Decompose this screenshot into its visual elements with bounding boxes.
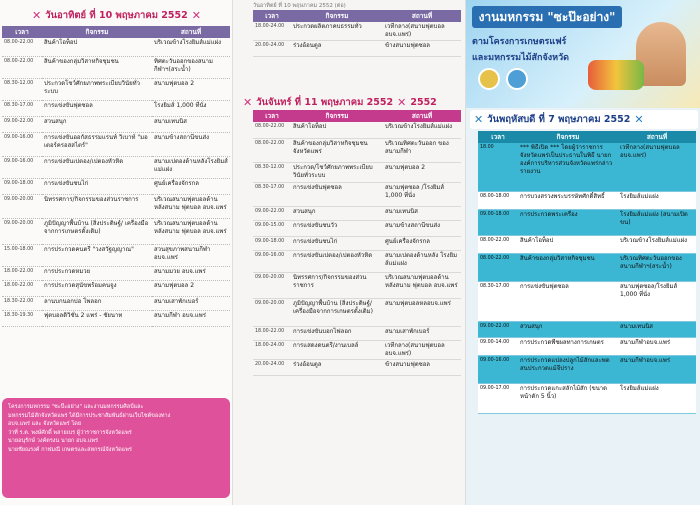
table-row <box>2 116 230 132</box>
row-time: 18.00 <box>478 143 518 191</box>
day-title: วันอาทิตย์ ที่ 10 พฤษภาคม 2552 <box>45 10 188 21</box>
day-year: 2552 <box>410 97 437 108</box>
row-place: เวทีกลาง(สนามฟุตบอล อบจ.แพร่) <box>383 22 461 41</box>
banner-title: งานมหกรรม "ซะป๊ะอย่าง" <box>472 6 622 28</box>
banner-subtitle: ตามโครงการเกษตรแฟร์ <box>472 37 567 47</box>
table-row <box>253 250 461 272</box>
row-place: สนามเสาพักเบอร์ <box>152 296 230 310</box>
row-time: 09.00-17.00 <box>478 383 518 413</box>
row-activity: ภูมิปัญญาพื้นบ้าน (สิ่งประดิษฐ์/ เครื่องมือจากการเกษตรดั้งเดิม) <box>291 298 383 326</box>
row-activity: การประกวดแกะสลักไม้สัก (ขนาดหน้าตัก 5 นิ้ว) <box>518 383 618 413</box>
table-row <box>2 310 230 326</box>
table-row <box>253 326 461 340</box>
row-time: 08.00-18.00 <box>478 191 518 209</box>
row-place: สนามฟุตซอล/โรงยิมส์ 1,000 ที่นั่ง <box>618 281 696 321</box>
row-place: สนามข้างสถานีขนส่ง <box>383 220 461 236</box>
row-place: สนามมวย อบจ.แพร่ <box>152 266 230 280</box>
row-activity: การแสดงดนตรี/งานเบลล์ <box>291 340 383 359</box>
row-time: 20.00-24.00 <box>253 41 291 57</box>
row-time: 09.00-14.00 <box>478 337 518 355</box>
province-emblem-icon <box>478 68 500 90</box>
row-time: 18.00-24.00 <box>253 340 291 359</box>
row-time: 18.00-22.00 <box>2 280 42 296</box>
row-place: โรงยิมส์แม่แฝง <box>618 191 696 209</box>
day-title: วันจันทร์ ที่ 11 พฤษภาคม 2552 <box>256 97 394 108</box>
row-time: 08.00-22.00 <box>253 122 291 138</box>
table-header <box>253 110 461 122</box>
row-activity: การแข่งขันฟุตซอล <box>518 281 618 321</box>
header-place: สถานที่ <box>411 12 433 20</box>
row-place: ศูนย์เครื่องจักรกล <box>383 236 461 250</box>
row-activity: สวนสนุก <box>291 206 383 220</box>
note-line: ว่าที่ ร.ต. พงษ์ศักดิ์ พลายเบร ผู้ว่าราชการจังหวัดแพร่ <box>8 429 132 436</box>
row-place: สนามเสาพักเบอร์ <box>383 326 461 340</box>
table-row <box>2 38 230 56</box>
banner-subtitle: และมหกรรมไม้สักจังหวัด <box>472 53 569 63</box>
row-place: สนามเทนนิส <box>383 206 461 220</box>
table-row <box>2 132 230 156</box>
header-activity: กิจกรรม <box>325 112 349 120</box>
day-header-monday <box>243 95 437 110</box>
row-place: โรงยิมส์แม่แฝง <box>618 383 696 413</box>
row-place: ศูนย์เครื่องจักรกล <box>152 178 230 194</box>
row-place: เวทีกลาง(สนามฟุตบอล อบจ.แพร่) <box>383 340 461 359</box>
row-activity: นิทรรศการ/กิจกรรมของส่วนราชการ <box>42 194 152 218</box>
header-place: สถานที่ <box>618 131 696 143</box>
table-header <box>253 10 461 22</box>
table-row <box>253 22 461 41</box>
panel-monday <box>232 0 465 505</box>
row-activity: การประกวดแปลงปลูกไม้สักและพดสนประกวดแม้จีปราง <box>518 355 618 383</box>
header-activity: กิจกรรม <box>85 28 109 36</box>
row-activity: การแข่งขันชนวัว <box>291 220 383 236</box>
table-row <box>2 266 230 280</box>
row-time: 08.00-22.00 <box>2 56 42 78</box>
row-time: 09.00-22.00 <box>478 321 518 337</box>
row-activity: ประกวด/โชว์ศักยภาพพระเบียบวินัยทั่วระบบ <box>291 162 383 182</box>
row-activity: การแข่งขันเปตอง/เปตองหัวหิด <box>42 156 152 178</box>
table-row <box>2 156 230 178</box>
row-activity: สินค้าโอท็อป <box>42 38 152 56</box>
row-activity: สินค้าโอท็อป <box>291 122 383 138</box>
row-time: 18.00-24.00 <box>253 22 291 41</box>
organization-emblem-icon <box>506 68 528 90</box>
row-time: 08.30-17.00 <box>478 281 518 321</box>
row-place: บริเวณทิศตะวันออกของสนามกีฬาฯ(สระน้ำ) <box>618 253 696 281</box>
row-activity: ร่วงอ้อนตูล <box>291 41 383 57</box>
table-header <box>2 26 230 38</box>
row-activity: ฟุตบอลดิวิชั่น 2 แพร่ - ชัยนาท <box>42 310 152 326</box>
row-activity: การแข่งขันชนไก่ <box>291 236 383 250</box>
row-activity: สินค้าของกลุ่มวิสาหกิจชุมชน <box>518 253 618 281</box>
schedule-table-monday <box>253 110 461 376</box>
row-place: ทิศตะวันออกของสนามกีฬาฯ(สระน้ำ) <box>152 56 230 78</box>
row-activity: การประกวดหมวย <box>42 266 152 280</box>
table-header <box>478 131 696 143</box>
row-activity: นิทรรศการ/กิจกรรมของส่วนราชการ <box>291 272 383 298</box>
row-time: 18.30-19.30 <box>2 310 42 326</box>
row-place: สนามฟุตบอล 2 <box>152 280 230 296</box>
row-time: 08.00-22.00 <box>478 253 518 281</box>
row-activity: สวนสนุก <box>42 116 152 132</box>
row-time: 08.00-22.00 <box>2 38 42 56</box>
row-place: บริเวณสนามฟุตบอลด้านหลังสนาม ฟุตบอล อบจ.แพร่ <box>383 272 461 298</box>
info-note-box <box>2 398 230 498</box>
table-row <box>253 220 461 236</box>
table-row <box>253 340 461 359</box>
row-place: สนามเทนนิส <box>618 321 696 337</box>
row-activity: ประกวดผลิตภาคบธรรมทั่ว <box>291 22 383 41</box>
row-time: 20.00-24.00 <box>253 359 291 375</box>
day-title: วันพฤหัสบดี ที่ 7 พฤษภาคม 2552 <box>487 114 631 125</box>
row-activity: การแข่งขันบอกไฟลอก <box>291 326 383 340</box>
header-place: สถานที่ <box>180 28 202 36</box>
table-row <box>253 236 461 250</box>
header-activity: กิจกรรม <box>325 12 349 20</box>
row-time: 09.00-20.00 <box>253 298 291 326</box>
table-row <box>2 244 230 266</box>
row-activity: การบวงสรวงพระบรรษัทศักดิ์สิทธิ์ <box>518 191 618 209</box>
row-time: 08.30-12.00 <box>2 78 42 100</box>
row-place: สวนสุขภาพสนามกีฬา อบจ.แพร่ <box>152 244 230 266</box>
note-line: นายชัยณรงค์ กาฬมณี เกษตรและสหกรณ์จังหวัดแพร่ <box>8 446 132 453</box>
row-activity: ลานบกนอกบ่อ โพลอก <box>42 296 152 310</box>
row-activity: สินค้าโอท็อป <box>518 235 618 253</box>
row-time: 18.30-22.00 <box>2 296 42 310</box>
ribbon-bow-icon: ✕ <box>243 96 253 109</box>
row-time: 15.00-18.00 <box>2 244 42 266</box>
row-time: 08.00-22.00 <box>478 235 518 253</box>
table-row <box>253 162 461 182</box>
header-time: เวลา <box>15 28 29 36</box>
row-place: บริเวณข้างโรงยิมส์แม่แฝง <box>152 38 230 56</box>
row-activity: ประกวดโชว์ศักยภาพพระเบียบวินัยทั่วระบบ <box>42 78 152 100</box>
row-place: สนามเทนนิส <box>152 116 230 132</box>
table-row <box>478 235 696 253</box>
row-place: สนามกีฬาอบจ.แพร่ <box>618 355 696 383</box>
row-time: 08.30-17.00 <box>253 182 291 206</box>
ribbon-bow-icon: ✕ <box>32 9 42 22</box>
row-time: 08.00-22.00 <box>253 138 291 162</box>
row-activity: การประกวดคนตรี "วงสวัฐญญาณ" <box>42 244 152 266</box>
row-time: 09.00-16.00 <box>2 132 42 156</box>
note-line: นายอนุรักษ์ วงค์ตรงน นายก อบจ.แพร่ <box>8 438 99 444</box>
row-place: สนามฟุตบอล 2 <box>152 78 230 100</box>
row-activity: การประกวดพระเครื่อง <box>518 209 618 235</box>
table-row <box>253 298 461 326</box>
row-place: บริเวณข้างโรงยิมส์แม่แฝง <box>383 122 461 138</box>
header-activity: กิจกรรม <box>518 131 618 143</box>
row-place: สนามเปตองด้านหลัง โรงยิมส์แม่แฝง <box>383 250 461 272</box>
row-activity: สินค้าของกลุ่มวิสาหกิจชุมชน จังหวัดแพร่ <box>291 138 383 162</box>
row-place: สนามฟุตซอล /โรงยิมส์ 1,000 ที่นั่ง <box>383 182 461 206</box>
ribbon-bow-icon: ✕ <box>397 96 407 109</box>
row-time: 08.30-12.00 <box>253 162 291 182</box>
row-place: สนามเปตองด้านหลังโรงยิมส์แม่แฝง <box>152 156 230 178</box>
table-row <box>253 182 461 206</box>
row-activity: การแข่งขันฟุตซอล <box>291 182 383 206</box>
table-row <box>2 296 230 310</box>
panel-thursday <box>465 0 700 505</box>
row-time: 09.00-16.00 <box>253 250 291 272</box>
schedule-table-sunday <box>2 26 230 327</box>
row-time: 09.00-16.00 <box>478 355 518 383</box>
row-time: 09.00-16.00 <box>2 156 42 178</box>
row-activity: ภูมิปัญญาพื้นบ้าน (สิ่งประดิษฐ์/ เครื่องมือจากการเกษตรดั้งเดิม) <box>42 218 152 244</box>
table-row <box>478 143 696 191</box>
event-banner <box>466 0 700 108</box>
row-activity: การแข่งขันฟุตซอล <box>42 100 152 116</box>
table-row <box>253 41 461 57</box>
row-activity: การประกวดสุนัขพร้อมคนจูง <box>42 280 152 296</box>
row-place: สนามข้างสถานีขนส่ง <box>152 132 230 156</box>
table-row <box>253 359 461 375</box>
row-time: 09.00-20.00 <box>2 218 42 244</box>
row-time: 09.00-18.00 <box>478 209 518 235</box>
row-activity: สวนสนุก <box>518 321 618 337</box>
row-time: 08.30-17.00 <box>2 100 42 116</box>
table-row <box>478 281 696 321</box>
row-activity: การแข่งขันชนไก่ <box>42 178 152 194</box>
row-place: ข้างสนามฟุตซอล <box>383 359 461 375</box>
row-place: สนามฟุตบอล 2 <box>383 162 461 182</box>
day-header-sunday <box>32 8 201 23</box>
note-line: อบจ.แพร่ และ จังหวัดแพร่ โดย <box>8 421 82 427</box>
row-time: 09.00-18.00 <box>2 178 42 194</box>
row-time: 09.00-22.00 <box>253 206 291 220</box>
row-time: 09.00-18.00 <box>253 236 291 250</box>
ribbon-bow-icon: ✕ <box>474 113 484 126</box>
produce-image <box>588 60 644 90</box>
schedule-table-sunday-cont <box>253 10 461 57</box>
table-row <box>478 321 696 337</box>
row-place: สนามกีฬา อบจ.แพร่ <box>152 310 230 326</box>
schedule-table-thursday <box>478 131 696 414</box>
row-place: สนามฟุตบอลหลอบจ.แพร่ <box>383 298 461 326</box>
table-row <box>253 206 461 220</box>
header-time: เวลา <box>478 131 518 143</box>
row-place: โรงยิมส์ 1,000 ที่นั่ง <box>152 100 230 116</box>
row-time: 18.00-22.00 <box>2 266 42 280</box>
row-place: บริเวณข้างโรงยิมส์แม่แฝง <box>618 235 696 253</box>
table-row <box>253 138 461 162</box>
panel-sunday <box>0 0 232 505</box>
row-time: 09.00-20.00 <box>2 194 42 218</box>
table-row <box>2 280 230 296</box>
row-time: 09.00-22.00 <box>2 116 42 132</box>
table-row <box>478 337 696 355</box>
table-row <box>478 355 696 383</box>
table-row <box>2 218 230 244</box>
header-time: เวลา <box>265 12 279 20</box>
ribbon-bow-icon: ✕ <box>634 113 644 126</box>
table-row <box>253 272 461 298</box>
note-line: มหกรรมไม้สักจังหวัดแพร่ ได้มีการประชาสัมพันธ์ผ่านเว็บไซต์ของทาง <box>8 412 171 419</box>
ribbon-bow-icon: ✕ <box>191 9 201 22</box>
row-place: เวทีกลาง(สนามฟุตบอล อบจ.แพร่) <box>618 143 696 191</box>
table-row <box>478 383 696 413</box>
table-row <box>2 100 230 116</box>
row-place: สนามกีฬาอบจ.แพร่ <box>618 337 696 355</box>
table-row <box>478 209 696 235</box>
row-activity: *** พิธีเปิด *** โดยผู้ว่าราชการจังหวัดแพร่เป็นประธานในพิธี นายกองค์การบริหารส่วนจังหวัดแพร่กล่าวรายงาน <box>518 143 618 191</box>
row-place: ข้างสนามฟุตซอล <box>383 41 461 57</box>
row-place: บริเวณสนามฟุตบอลด้านหลังสนาม ฟุตบอล อบจ.แพร่ <box>152 194 230 218</box>
table-row <box>478 253 696 281</box>
table-row <box>2 194 230 218</box>
row-time: 18.00-22.00 <box>253 326 291 340</box>
row-activity: การแข่งขันออกัสธรรมแรนท์ วิเบาท์ "มอเตอร์ครอสสไตร์" <box>42 132 152 156</box>
row-activity: ร่วงอ้อนตูล <box>291 359 383 375</box>
table-row <box>253 122 461 138</box>
note-line: โครงการมหกรรม "ซะป๊ะอย่าง" และงานมหกรรมศิลป์และ <box>8 404 144 410</box>
table-row <box>2 78 230 100</box>
table-row <box>2 56 230 78</box>
row-activity: การประกวดพืชผลทางการเกษตร <box>518 337 618 355</box>
row-activity: สินค้าของกลุ่มวิสาหกิจชุมชน <box>42 56 152 78</box>
day-header-thursday <box>470 110 698 129</box>
row-place: บริเวณสนามฟุตบอลด้านหลังสนาม ฟุตบอล อบจ.แพร่ <box>152 218 230 244</box>
row-time: 09.00-15.00 <box>253 220 291 236</box>
header-place: สถานที่ <box>411 112 433 120</box>
row-time: 09.00-20.00 <box>253 272 291 298</box>
row-place: โรงยิมส์แม่แฝง (สนามเปิดขน) <box>618 209 696 235</box>
header-time: เวลา <box>265 112 279 120</box>
row-activity: การแข่งขันเปตอง/เปตองหัวหิด <box>291 250 383 272</box>
row-place: บริเวณทิศตะวันออก ของสนามกีฬา <box>383 138 461 162</box>
table-row <box>478 191 696 209</box>
table-row <box>2 178 230 194</box>
continued-heading: วันอาทิตย์ ที่ 10 พฤษภาคม 2552 (ต่อ) <box>253 3 346 9</box>
